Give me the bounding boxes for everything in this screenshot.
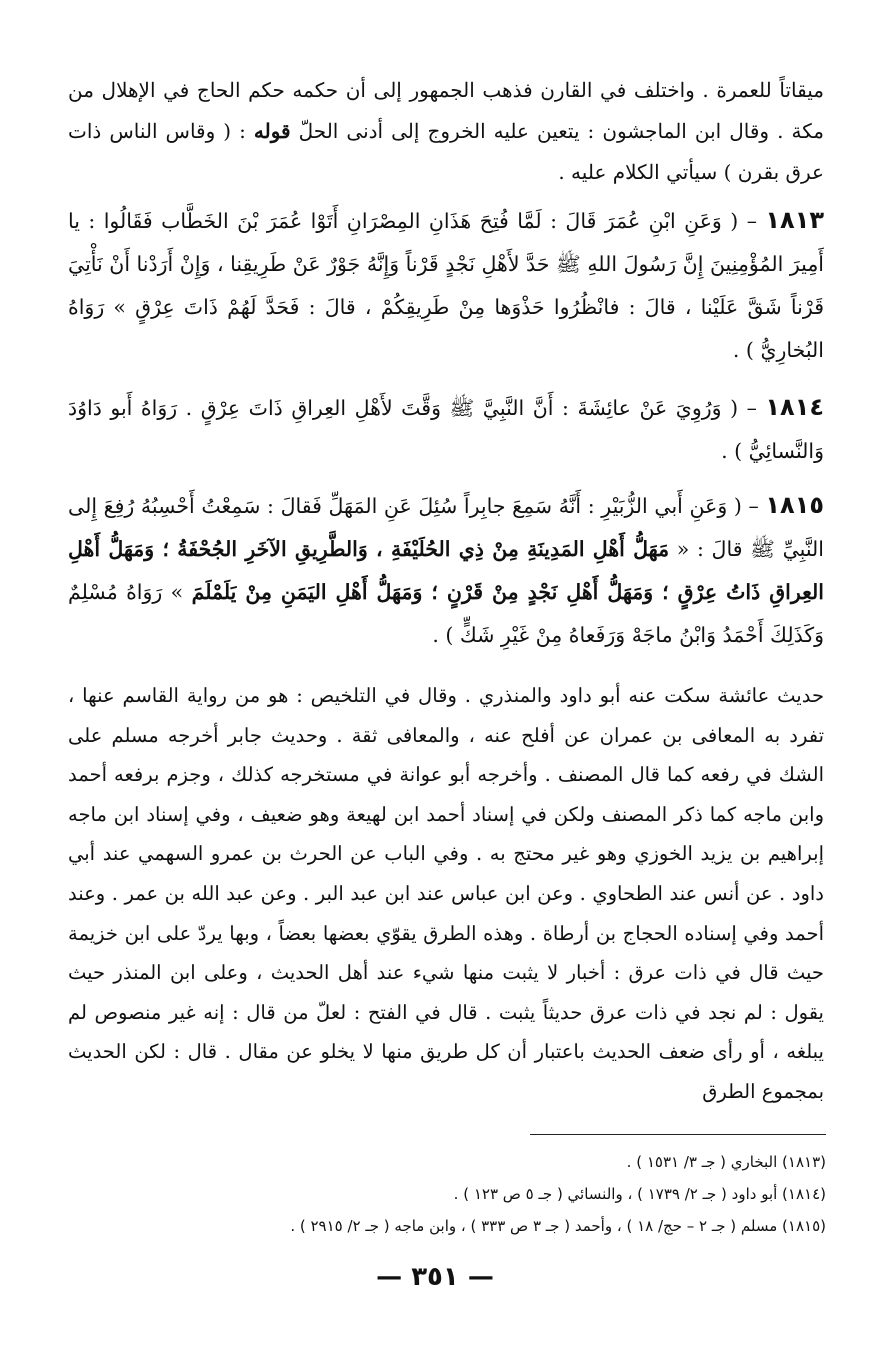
hadith-1813 [68, 199, 824, 372]
intro-paragraph [68, 70, 824, 193]
hadith-number: ١٨١٤ [765, 393, 824, 421]
intro-text: ميقاتاً للعمرة . واختلف في القارن فذهب الجمهور إلى أن حكمه حكم الحاج في الإهلال من مكة . وقال ابن الماجشون : يتعين عليه الخروج إلى أدنى الحلّ [68, 78, 824, 143]
hadith-1814 [68, 386, 824, 473]
hadith-number: ١٨١٥ [765, 491, 824, 519]
hadith-number: ١٨١٣ [765, 206, 824, 234]
intro-bold-qawluhu: قوله [253, 119, 291, 143]
footnotes [100, 1146, 826, 1242]
hadith-text: – ( وَرُوِيَ عَنْ عائِشَةَ : أَنَّ النَّبِيَّ ﷺ وَقَّتَ لأَهْلِ العِراقِ ذَاتَ عِرْقٍ . رَوَاهُ أَبو دَاوُدَ وَالنَّسائِيُّ ) . [68, 396, 824, 463]
footnote-1813: (١٨١٣) البخاري ( جـ ٣/ ١٥٣١ ) . [626, 1153, 826, 1171]
hadith-1815 [68, 484, 824, 657]
intro-tail: : ( وقاس الناس ذات عرق بقرن ) سيأتي الكلام عليه . [68, 119, 824, 184]
footnote-divider [530, 1134, 826, 1135]
page-number: — ٣٥١ — [376, 1262, 494, 1292]
hadith-text-before: – ( وَعَنِ أَبي الزُّبَيْرِ : أَنَّهُ سَمِعَ جابِراً سُئِلَ عَنِ المَهَلِّ فَقالَ : سَمِعْتُ أَحْسِبُهُ رُفِعَ إِلى النَّبِيِّ ﷺ قالَ : « [68, 494, 824, 561]
footnote-1814: (١٨١٤) أبو داود ( جـ ٢/ ١٧٣٩ ) ، والنسائي ( جـ ٥ ص ١٢٣ ) . [453, 1185, 826, 1203]
hadith-text-after: » رَوَاهُ مُسْلِمٌ وَكَذَلِكَ أَحْمَدُ وَابْنُ ماجَهْ وَرَفَعاهُ مِنْ غَيْرِ شَكٍّ ) . [68, 580, 824, 647]
hadith-bold-quote: مَهَلُّ أَهْلِ المَدِينَةِ مِنْ ذِي الحُلَيْفَةِ ، وَالطَّرِيقِ الآخَرِ الجُحْفَةُ ؛ وَمَهَلُّ أَهْلِ العِراقِ ذَاتُ عِرْقٍ ؛ وَمَهَلُّ أَهْلِ نَجْدٍ مِنْ قَرْنٍ ؛ وَمَهَلُّ أَهْلِ اليَمَنِ مِنْ يَلَمْلَمَ [68, 537, 824, 604]
footnote-1815: (١٨١٥) مسلم ( جـ ٢ – حج/ ١٨ ) ، وأحمد ( جـ ٣ ص ٣٣٣ ) ، وابن ماجه ( جـ ٢/ ٢٩١٥ ) . [290, 1217, 826, 1235]
hadith-text: – ( وَعَنِ ابْنِ عُمَرَ قَالَ : لَمَّا فُتِحَ هَذَانِ المِصْرَانِ أَتَوْا عُمَرَ بْنَ الخَطَّاب فَقَالُوا : يا أَمِيرَ المُؤْمِنِينَ إِنَّ رَسُولَ اللهِ ﷺ حَدَّ لأَهْلِ نَجْدٍ قَرْناً وَإِنَّهُ جَوْرٌ عَنْ طَرِيقِنا ، وَإِنْ أَرَدْنا أَنْ نَأْتِيَ قَرْناً شَقَّ عَلَيْنا ، قالَ : فانْظُرُوا حَذْوَها مِنْ طَرِيقِكُمْ ، قالَ : فَحَدَّ لَهُمْ ذَاتَ عِرْقٍ » رَوَاهُ البُخارِيُّ ) . [68, 209, 824, 362]
commentary-paragraph: حديث عائشة سكت عنه أبو داود والمنذري . وقال في التلخيص : هو من رواية القاسم عنها ، تفرد به المعافى بن عمران عن أفلح عنه ، والمعافى ثقة . وحديث جابر أخرجه مسلم على الشك في رفعه كما قال المصنف . وأخرجه أبو عوانة في مستخرجه كذلك ، وجزم برفعه أحمد وابن ماجه كما ذكر المصنف ولكن في إسناد أحمد ابن لهيعة وهو ضعيف ، وفي إسناد ابن ماجه إبراهيم بن يزيد الخوزي وهو غير محتج به . وفي الباب عن الحرث بن عمرو السهمي عند أبي داود . عن أنس عند الطحاوي . وعن ابن عباس عند ابن عبد البر . وعن عبد الله بن عمر . وعند أحمد وفي إسناده الحجاج بن أرطاة . وهذه الطرق يقوّي بعضها بعضاً ، وبها يردّ على ابن خزيمة حيث قال في ذات عرق : أخبار لا يثبت منها شيء عند أهل الحديث ، وعلى ابن المنذر حيث يقول : لم نجد في ذات عرق حديثاً يثبت . قال في الفتح : لعلّ من قال : إنه غير منصوص لم يبلغه ، أو رأى ضعف الحديث باعتبار أن كل طريق منها لا يخلو عن مقال . قال : لكن الحديث بمجموع الطرق [68, 684, 824, 1103]
